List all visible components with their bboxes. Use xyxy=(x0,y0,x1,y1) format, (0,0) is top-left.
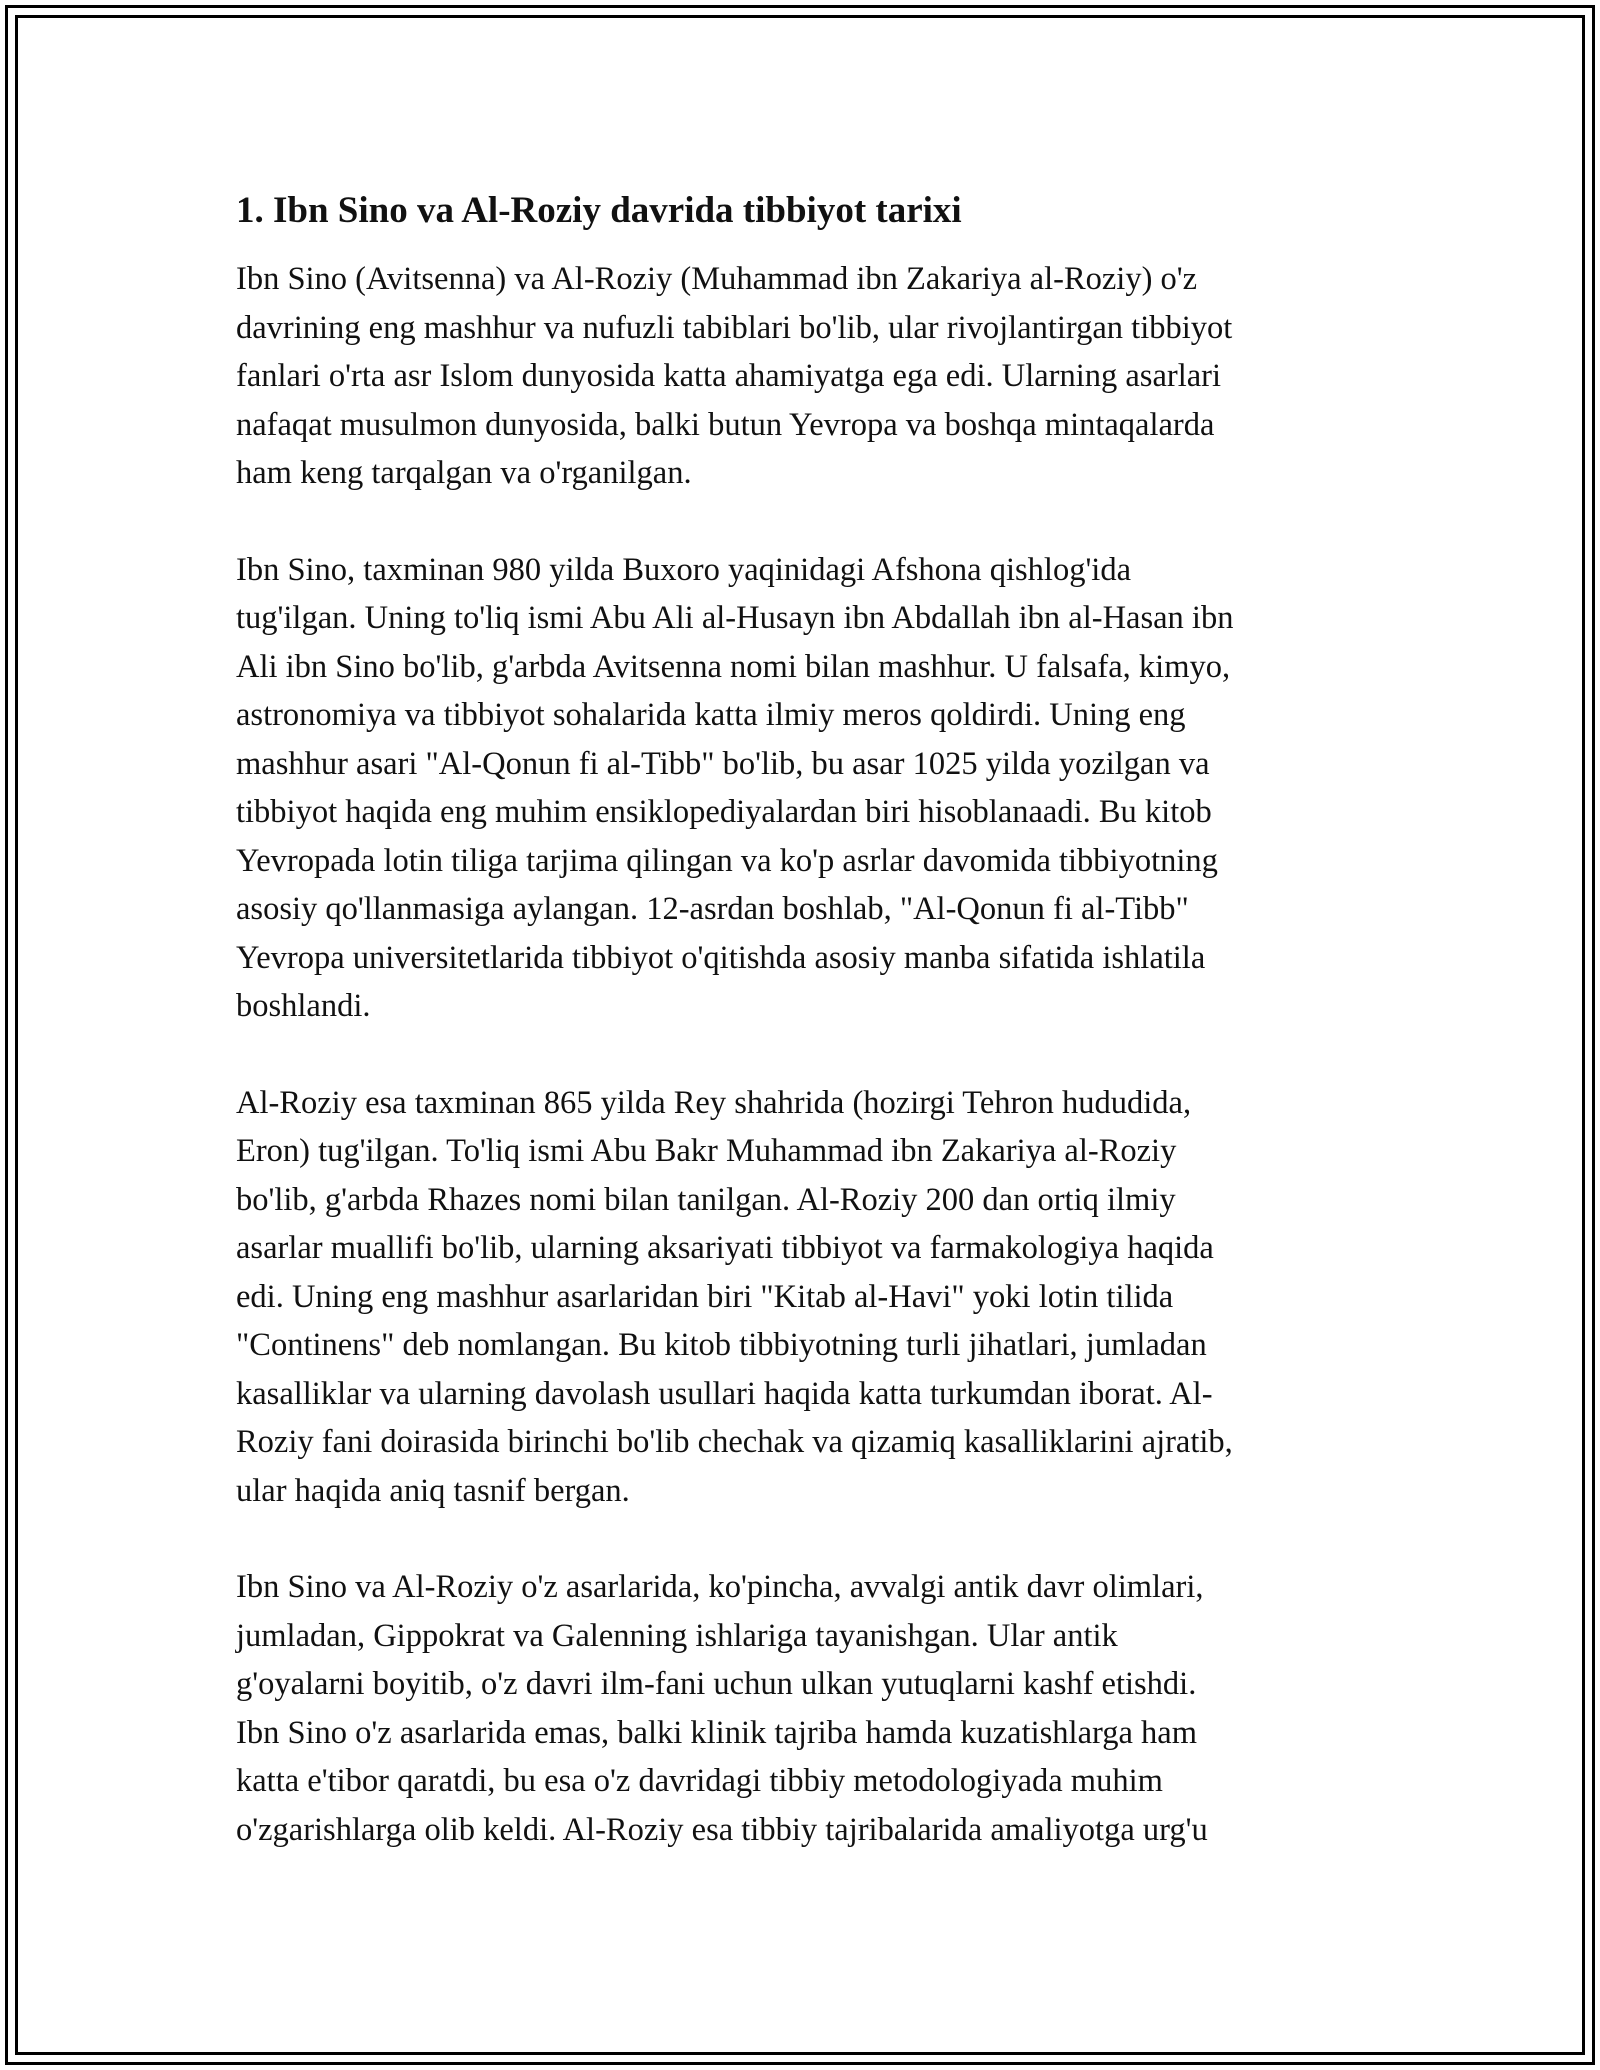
text-line: boshlandi. xyxy=(236,988,371,1024)
text-line: nafaqat musulmon dunyosida, balki butun Yevropa va boshqa mintaqalarda xyxy=(236,406,1215,443)
text-line: Ibn Sino o'z asarlarida emas, balki klinik tajriba hamda kuzatishlarga ham xyxy=(236,1714,1198,1751)
text-line: Yevropada lotin tiliga tarjima qilingan va ko'p asrlar davomida tibbiyotning xyxy=(236,842,1218,879)
text-line: o'zgarishlarga olib keldi. Al-Roziy esa tibbiy tajribalarida amaliyotga urg'u xyxy=(236,1811,1208,1848)
text-line: Ibn Sino va Al-Roziy o'z asarlarida, ko'pincha, avvalgi antik davr olimlari, xyxy=(236,1569,1204,1605)
text-line: edi. Uning eng mashhur asarlaridan biri "Kitab al-Havi" yoki lotin tilida xyxy=(236,1278,1174,1315)
text-line: Al-Roziy esa taxminan 865 yilda Rey shahrida (hozirgi Tehron hududida, xyxy=(236,1084,1192,1121)
text-line: tibbiyot haqida eng muhim ensiklopediyalardan biri hisoblanaadi. Bu kitob xyxy=(236,794,1212,830)
text-line: davrining eng mashhur va nufuzli tabiblari bo'lib, ular rivojlantirgan tibbiyot xyxy=(236,309,1233,346)
text-line: "Continens" deb nomlangan. Bu kitob tibbiyotning turli jihatlari, jumladan xyxy=(236,1327,1207,1363)
text-line: katta e'tibor qaratdi, bu esa o'z davridagi tibbiy metodologiyada muhim xyxy=(236,1763,1163,1799)
text-line: mashhur asari "Al-Qonun fi al-Tibb" bo'lib, bu asar 1025 yilda yozilgan va xyxy=(236,745,1210,782)
text-line: Eron) tug'ilgan. To'liq ismi Abu Bakr Muhammad ibn Zakariya al-Roziy xyxy=(236,1133,1177,1169)
paragraph-2 xyxy=(236,546,1386,1031)
text-line: asarlar muallifi bo'lib, ularning aksariyati tibbiyot va farmakologiya haqida xyxy=(236,1230,1214,1266)
text-line: g'oyalarni boyitib, o'z davri ilm-fani uchun ulkan yutuqlarni kashf etishdi. xyxy=(236,1666,1197,1702)
text-line: tug'ilgan. Uning to'liq ismi Abu Ali al-Husayn ibn Abdallah ibn al-Hasan ibn xyxy=(236,600,1234,636)
text-line: astronomiya va tibbiyot sohalarida katta ilmiy meros qoldirdi. Uning eng xyxy=(236,697,1186,733)
section-heading: 1. Ibn Sino va Al-Roziy davrida tibbiyot tarixi xyxy=(236,190,962,231)
text-line: jumladan, Gippokrat va Galenning ishlariga tayanishgan. Ular antik xyxy=(236,1617,1118,1654)
text-line: kasalliklar va ularning davolash usullari haqida katta turkumdan iborat. Al- xyxy=(236,1375,1213,1412)
text-line: fanlari o'rta asr Islom dunyosida katta ahamiyatga ega edi. Ularning asarlari xyxy=(236,358,1221,394)
text-line: asosiy qo'llanmasiga aylangan. 12-asrdan boshlab, "Al-Qonun fi al-Tibb" xyxy=(236,891,1189,927)
text-line: ham keng tarqalgan va o'rganilgan. xyxy=(236,455,692,491)
text-line: Ibn Sino (Avitsenna) va Al-Roziy (Muhammad ibn Zakariya al-Roziy) o'z xyxy=(236,261,1198,297)
text-line: Ali ibn Sino bo'lib, g'arbda Avitsenna nomi bilan mashhur. U falsafa, kimyo, xyxy=(236,648,1231,685)
document-body xyxy=(236,187,1386,1902)
paragraph-1 xyxy=(236,255,1386,498)
paragraph-4 xyxy=(236,1563,1386,1854)
text-line: ular haqida aniq tasnif bergan. xyxy=(236,1472,630,1509)
text-line: Ibn Sino, taxminan 980 yilda Buxoro yaqinidagi Afshona qishlog'ida xyxy=(236,551,1132,588)
text-line: Yevropa universitetlarida tibbiyot o'qitishda asosiy manba sifatida ishlatila xyxy=(236,939,1206,976)
paragraph-3 xyxy=(236,1079,1386,1516)
text-line: Roziy fani doirasida birinchi bo'lib chechak va qizamiq kasalliklarini ajratib, xyxy=(236,1424,1233,1460)
text-line: bo'lib, g'arbda Rhazes nomi bilan tanilgan. Al-Roziy 200 dan ortiq ilmiy xyxy=(236,1181,1176,1218)
